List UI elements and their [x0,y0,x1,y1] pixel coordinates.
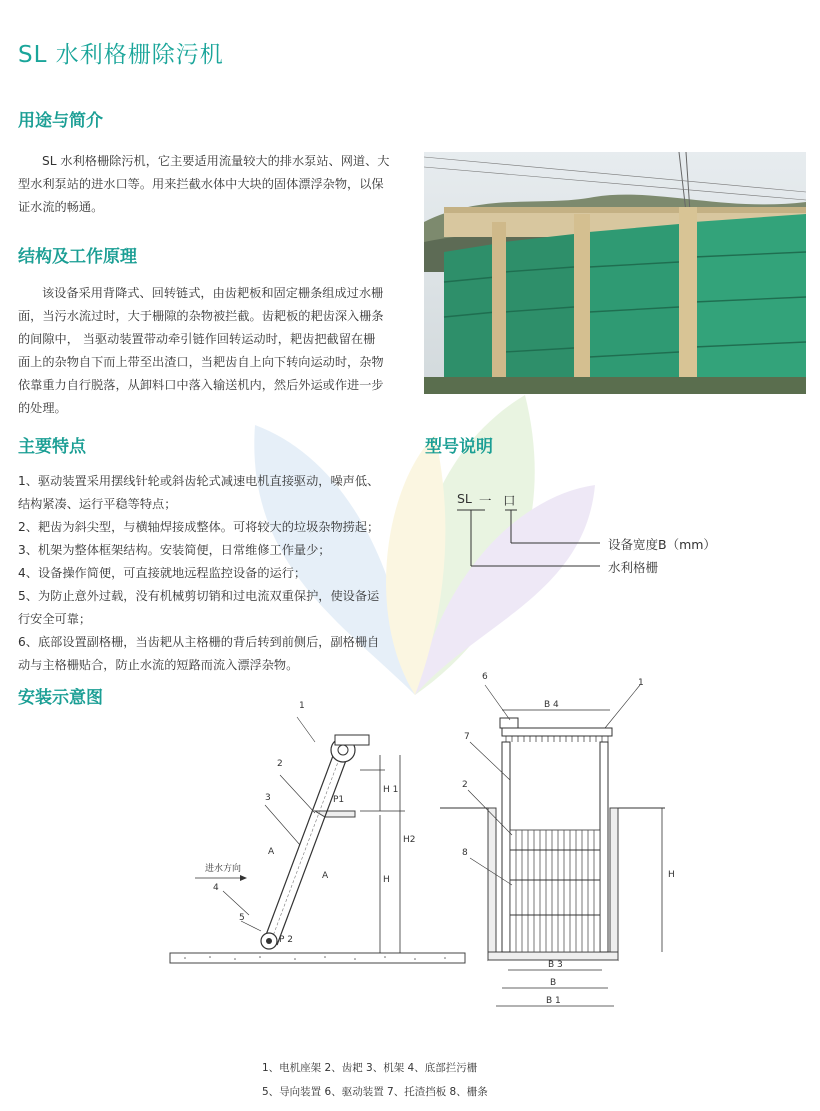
structure-heading: 结构及工作原理 [18,247,137,267]
p1-label: P1 [333,795,345,805]
h-label: H [383,875,390,885]
legend-line: 1、电机座架 2、齿耙 3、机架 4、底部拦污栅 [262,1062,478,1074]
callout-7: 7 [464,732,470,742]
feature-line: 2、耙齿为斜尖型，与横轴焊接成整体。可将较大的垃圾杂物捞起； [18,520,380,534]
features-heading: 主要特点 [18,437,86,457]
section-a-right: A [322,871,329,881]
model-dash: 一 [479,493,492,508]
page-title: SL 水利格栅除污机 [18,42,224,68]
feature-line: 4、设备操作简便，可直接就地远程监控设备的运行； [18,566,307,580]
feature-line: 1、驱动装置采用摆线针轮或斜齿轮式减速电机直接驱动，噪声低、 [18,474,380,488]
feature-line: 动与主格栅贴合，防止水流的短路而流入漂浮杂物。 [18,658,299,672]
model-name-label: 水利格栅 [608,560,659,575]
model-width-label: 设备宽度B（mm） [608,537,716,552]
b3-label: B 3 [548,960,563,970]
parts-legend [262,1056,488,1104]
usage-line: 证水流的畅通。 [18,200,104,214]
structure-line: 的处理。 [18,401,67,415]
callout-5: 5 [239,913,245,923]
callout-8: 8 [462,848,468,858]
model-heading: 型号说明 [425,437,493,457]
model-box: 口 [503,493,516,508]
front-view-drawing [440,670,690,1020]
flow-direction-label: 进水方向 [205,864,242,874]
front-view-diagram [440,670,690,1020]
model-code-diagram [455,488,775,588]
structure-line: 的间隙中， 当驱动装置带动牵引链作回转运动时，耙齿把截留在栅 [18,332,376,346]
legend-line: 5、导向装置 6、驱动装置 7、托渣挡板 8、栅条 [262,1086,488,1098]
install-heading: 安装示意图 [18,688,103,708]
side-view-drawing [165,695,485,975]
callout-2: 2 [277,759,283,769]
feature-line: 结构紧凑、运行平稳等特点； [18,497,177,511]
callout-3: 3 [265,793,271,803]
h-label-front: H [668,870,675,880]
usage-heading: 用途与简介 [18,111,103,131]
b1-label: B 1 [546,996,561,1006]
grate-photo [424,152,806,394]
usage-paragraph [18,150,416,219]
feature-line: 6、底部设置副格栅，当齿耙从主格栅的背后转到前侧后，副格栅自 [18,635,380,649]
callout-1: 1 [299,701,305,711]
structure-line: 该设备采用背降式、回转链式，由齿耙板和固定栅条组成过水栅 [42,286,384,300]
callout-6: 6 [482,672,488,682]
b-label: B [550,978,557,988]
b4-label: B 4 [544,700,559,710]
structure-line: 面，当污水流过时，大于栅隙的杂物被拦截。齿耙板的耙齿深入栅条 [18,309,384,323]
structure-line: 依靠重力自行脱落，从卸料口中落入输送机内，然后外运或作进一步 [18,378,384,392]
h2-label: H2 [403,835,416,845]
feature-line: 3、机架为整体框架结构。安装简便，日常维修工作量少； [18,543,331,557]
p2-label: P 2 [279,935,294,945]
feature-line: 行安全可靠； [18,612,92,626]
usage-line: 型水利泵站的进水口等。用来拦截水体中大块的固体漂浮杂物，以保 [18,177,384,191]
section-a-left: A [268,847,275,857]
callout-2-front: 2 [462,780,468,790]
feature-line: 5、为防止意外过载，没有机械剪切销和过电流双重保护，使设备运 [18,589,380,603]
side-view-diagram [165,695,485,975]
features-list [18,470,418,677]
h1-label: H 1 [383,785,399,795]
callout-4: 4 [213,883,219,893]
structure-line: 面上的杂物自下而上带至出渣口，当耙齿自上向下转向运动时，杂物 [18,355,384,369]
usage-line: SL 水利格栅除污机，它主要适用流量较大的排水泵站、网道、大 [42,154,390,168]
model-prefix: SL [457,491,472,506]
callout-1-front: 1 [638,678,644,688]
